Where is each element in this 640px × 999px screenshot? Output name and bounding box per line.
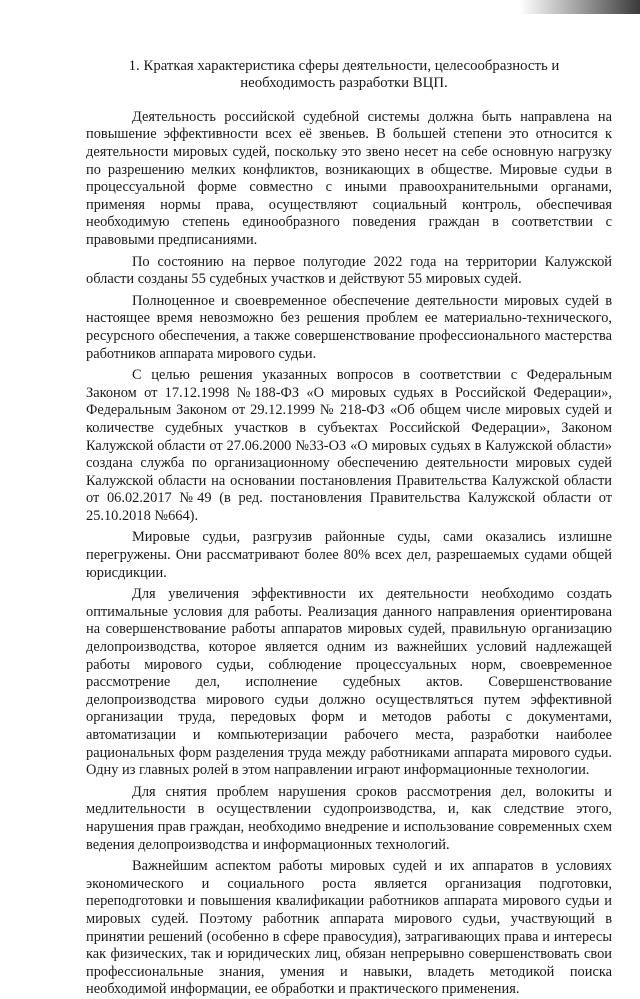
paragraph-7: Для снятия проблем нарушения сроков рассмотрения дел, волокиты и медлительности в осуществлении судопроизводства, и, как следствие этого, нарушения прав граждан, необходимо внедрение и использование современных схем ведения делопроизводства и информационных технологий. bbox=[86, 783, 612, 853]
paragraph-5: Мировые судьи, разгрузив районные суды, сами оказались излишне перегружены. Они рассматривают более 80% всех дел, разрешаемых судами общей юрисдикции. bbox=[86, 529, 612, 581]
paragraph-4: С целью решения указанных вопросов в соответствии с Федеральным Законом от 17.12.1998 №188-ФЗ «О мировых судьях в Российской Федерации», Федеральным Законом от 29.12.1999 № 218-ФЗ «Об общем числе мировых судей и количестве судебных участков в субъектах Российской Федерации», Законом Калужской области от 27.06.2000 №33-ОЗ «О мировых судьях в Калужской области» создана служба по организационному обеспечению деятельности мировых судей Калужской области на основании постановления Правительства Калужской области от 06.02.2017 №49 (в ред. постановления Правительства Калужской области от 25.10.2018 №664). bbox=[86, 367, 612, 524]
paragraph-3: Полноценное и своевременное обеспечение деятельности мировых судей в настоящее время невозможно без решения проблем ее материально-технического, ресурсного обеспечения, а также совершенствование профессионального мастерства работников аппарата мирового судьи. bbox=[86, 292, 612, 362]
document-page bbox=[86, 58, 612, 999]
scan-edge-shadow bbox=[520, 0, 640, 14]
paragraph-2: По состоянию на первое полугодие 2022 года на территории Калужской области созданы 55 судебных участков и действуют 55 мировых судей. bbox=[86, 253, 612, 288]
paragraph-6: Для увеличения эффективности их деятельности необходимо создать оптимальные условия для работы. Реализация данного направления ориентирована на совершенствование работы аппаратов мировых судей, правильную организацию делопроизводства, которое является одним из важнейших условий надлежащей работы мирового судьи, соблюдение процессуальных норм, своевременное рассмотрение дел, исполнение судебных актов. Совершенствование делопроизводства мирового судьи должно осуществляться путем эффективной организации труда, передовых форм и методов работы с документами, автоматизации и компьютеризации рабочего места, разработки наиболее рациональных форм разделения труда между работниками аппарата мирового судьи. Одну из главных ролей в этом направлении играют информационные технологии. bbox=[86, 586, 612, 779]
paragraph-1: Деятельность российской судебной системы должна быть направлена на повышение эффективности всех её звеньев. В большей степени это относится к деятельности мировых судей, поскольку это звено несет на себе основную нагрузку по разрешению мелких конфликтов, возникающих в обществе. Мировые судьи в процессуальной форме совместно с иными правоохранительными органами, применяя нормы права, осуществляют социальный контроль, обеспечивая необходимую степень единообразного поведения граждан в соответствии с правовыми предписаниями. bbox=[86, 108, 612, 248]
paragraph-8: Важнейшим аспектом работы мировых судей и их аппаратов в условиях экономического и социального роста является организация подготовки, переподготовки и повышения квалификации работников аппарата мирового судьи и мировых судей. Поэтому работник аппарата мирового судьи, участвующий в принятии решений (особенно в сфере правосудия), затрагивающих права и интересы как физических, так и юридических лиц, обязан непрерывно совершенствовать свои профессиональные знания, умения и навыки, владеть методикой поиска необходимой информации, ее обработки и практического применения. bbox=[86, 858, 612, 998]
section-heading: 1. Краткая характеристика сферы деятельности, целесообразность и необходимость разработки ВЦП. bbox=[128, 58, 560, 92]
